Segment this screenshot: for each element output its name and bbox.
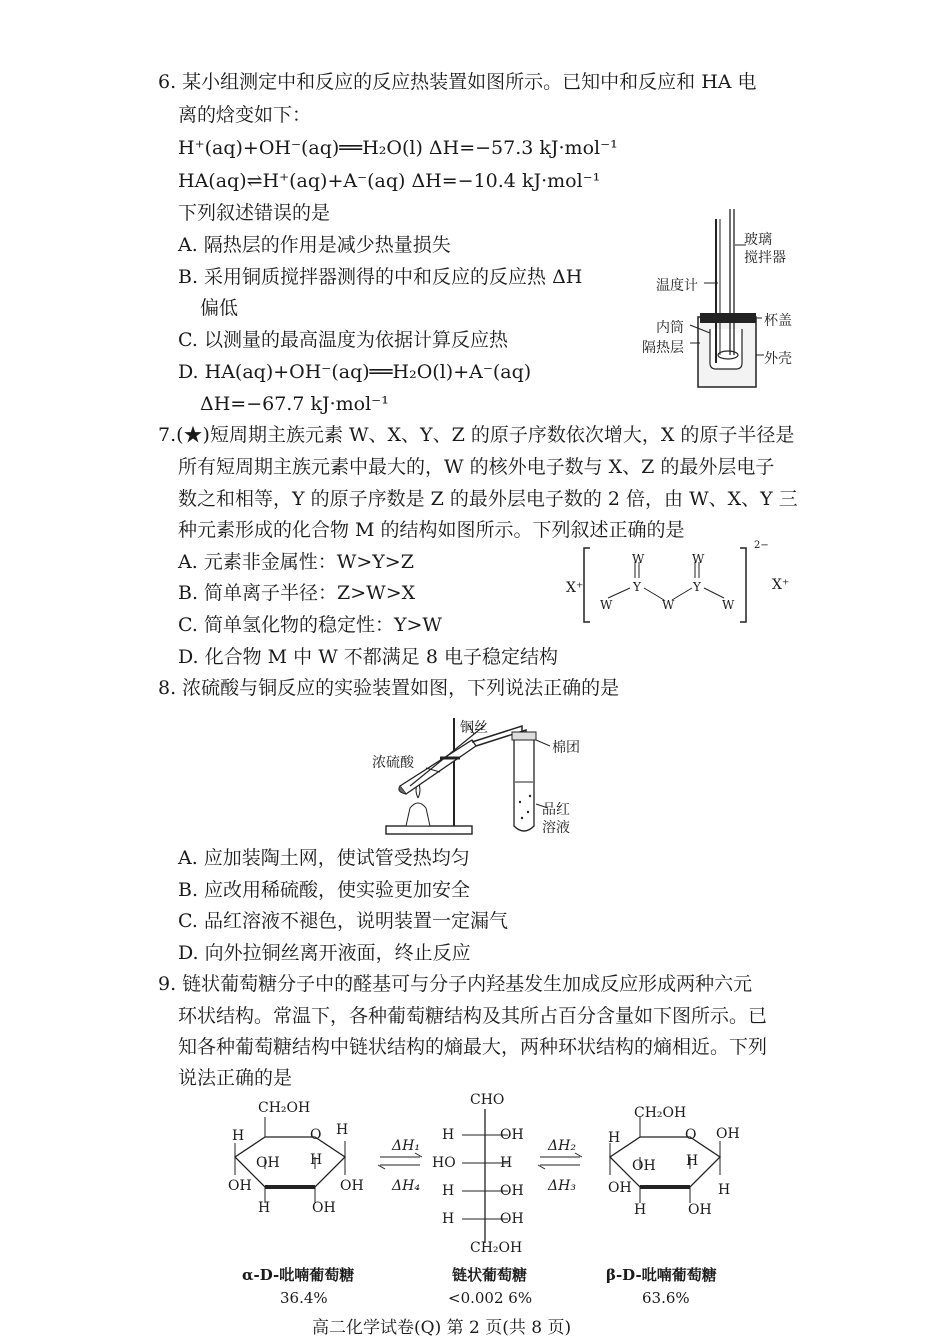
atom-w-top-2: W <box>692 552 705 566</box>
page-footer: 高二化学试卷(Q) 第 2 页(共 8 页) <box>312 1318 572 1338</box>
q7-stem-line2: 所有短周期主族元素中最大的，W 的核外电子数与 X、Z 的最外层电子 <box>178 456 775 478</box>
alpha-oh3: OH <box>340 1178 364 1194</box>
atom-w-top-1: W <box>632 552 645 566</box>
q9-stem-line4: 说法正确的是 <box>178 1067 293 1089</box>
q9-stem-line3: 知各种葡萄糖结构中链状结构的熵最大，两种环状结构的熵相近。下列 <box>178 1036 768 1058</box>
q8-option-a: A. 应加装陶土网，使试管受热均匀 <box>178 847 470 869</box>
delta-h2: ΔH₂ <box>548 1138 576 1154</box>
alpha-oh1: OH <box>256 1155 280 1171</box>
alpha-glucose-percent: 36.4% <box>280 1289 328 1307</box>
beta-h1: H <box>608 1130 621 1146</box>
conc-acid-label: 浓硫酸 <box>372 755 414 771</box>
inner-cup-label: 内筒 <box>656 320 684 336</box>
q6-equation-1: H⁺(aq)+OH⁻(aq)══H₂O(l) ΔH=−57.3 kJ·mol⁻¹ <box>178 137 618 159</box>
q8-option-d: D. 向外拉铜丝离开液面，终止反应 <box>178 942 471 964</box>
q6-question: 下列叙述错误的是 <box>178 202 331 224</box>
beta-oh1: OH <box>716 1126 740 1142</box>
stirrer-label-1: 玻璃 <box>744 232 772 248</box>
thermometer-label: 温度计 <box>656 278 698 294</box>
chain-h-c2: H <box>442 1127 455 1143</box>
q7-stem-line3: 数之和相等，Y 的原子序数是 Z 的最外层电子数的 2 倍，由 W、X、Y 三 <box>178 488 798 510</box>
q6-option-b: B. 采用铜质搅拌器测得的中和反应的反应热 ΔH <box>178 266 583 288</box>
chain-glucose-percent: <0.002 6% <box>448 1289 533 1307</box>
fuchsin-label-1: 品红 <box>542 802 570 818</box>
beta-glucose-percent: 63.6% <box>642 1289 690 1307</box>
q9-stem-line1: 9. 链状葡萄糖分子中的醛基可与分子内羟基发生加成反应形成两种六元 <box>158 973 753 995</box>
lid-label: 杯盖 <box>764 313 792 329</box>
atom-y-1: Y <box>633 580 641 594</box>
alpha-glucose-name: α-D-吡喃葡萄糖 <box>242 1266 355 1284</box>
chain-oh-c2: OH <box>500 1127 524 1143</box>
beta-ch2oh: CH₂OH <box>634 1105 687 1121</box>
q6-option-a: A. 隔热层的作用是减少热量损失 <box>178 234 451 256</box>
alpha-h4: H <box>258 1200 271 1216</box>
cation-right: X⁺ <box>772 577 790 593</box>
q6-stem-line2: 离的焓变如下： <box>178 104 312 126</box>
q7-stem-line1: 7.(★)短周期主族元素 W、X、Y、Z 的原子序数依次增大，X 的原子半径是 <box>158 424 795 446</box>
q6-equation-2: HA(aq)⇌H⁺(aq)+A⁻(aq) ΔH=−10.4 kJ·mol⁻¹ <box>178 170 601 192</box>
alpha-ring-o: O <box>310 1127 322 1143</box>
atom-w-left: W <box>600 598 613 612</box>
q7-option-d: D. 化合物 M 中 W 不都满足 8 电子稳定结构 <box>178 646 558 668</box>
q8-option-c: C. 品红溶液不褪色，说明装置一定漏气 <box>178 910 508 932</box>
q9-stem-line2: 环状结构。常温下，各种葡萄糖结构及其所占百分含量如下图所示。已 <box>178 1005 768 1027</box>
q8-option-b: B. 应改用稀硫酸，使实验更加安全 <box>178 879 471 901</box>
q7-stem-line4: 种元素形成的化合物 M 的结构如图所示。下列叙述正确的是 <box>178 519 685 541</box>
q6-option-c: C. 以测量的最高温度为依据计算反应热 <box>178 329 508 351</box>
q7-option-a: A. 元素非金属性：W>Y>Z <box>178 551 414 573</box>
stirrer-label-2: 搅拌器 <box>744 250 786 266</box>
copper-wire-label: 铜丝 <box>460 720 488 736</box>
beta-h4: H <box>634 1202 647 1218</box>
chain-ho-c3: HO <box>432 1155 456 1171</box>
alpha-h2: H <box>336 1122 349 1138</box>
alpha-oh4: OH <box>312 1200 336 1216</box>
compound-m-structure <box>560 540 800 630</box>
delta-h1: ΔH₁ <box>392 1138 420 1154</box>
chain-oh-c4: OH <box>500 1183 524 1199</box>
chain-cho: CHO <box>470 1092 505 1108</box>
delta-h3: ΔH₃ <box>548 1178 576 1194</box>
q6-option-d-cont: ΔH=−67.7 kJ·mol⁻¹ <box>200 393 389 415</box>
chain-ch2oh: CH₂OH <box>470 1240 523 1256</box>
chain-oh-c5: OH <box>500 1211 524 1227</box>
beta-h3: H <box>718 1182 731 1198</box>
shell-label: 外壳 <box>764 351 792 367</box>
fuchsin-label-2: 溶液 <box>542 820 570 836</box>
beta-oh3: OH <box>608 1180 632 1196</box>
alpha-h1: H <box>232 1128 245 1144</box>
chain-h-c4: H <box>442 1183 455 1199</box>
alpha-ch2oh: CH₂OH <box>258 1100 311 1116</box>
cotton-label: 棉团 <box>552 740 580 756</box>
beta-oh2: OH <box>632 1158 656 1174</box>
alpha-oh2: OH <box>228 1178 252 1194</box>
atom-w-right: W <box>722 598 735 612</box>
alpha-h3: H <box>310 1152 323 1168</box>
atom-w-bridge: W <box>662 598 675 612</box>
delta-h4: ΔH₄ <box>392 1178 420 1194</box>
anion-charge: 2− <box>754 540 769 551</box>
beta-h2: H <box>686 1153 699 1169</box>
q6-stem-line1: 6. 某小组测定中和反应的反应热装置如图所示。已知中和反应和 HA 电 <box>158 71 757 93</box>
beta-glucose-name: β-D-吡喃葡萄糖 <box>606 1266 717 1284</box>
q7-option-c: C. 简单氢化物的稳定性：Y>W <box>178 614 442 636</box>
chain-h-c3: H <box>500 1155 513 1171</box>
q6-option-d: D. HA(aq)+OH⁻(aq)══H₂O(l)+A⁻(aq) <box>178 361 532 383</box>
chain-glucose-name: 链状葡萄糖 <box>452 1266 528 1284</box>
q7-option-b: B. 简单离子半径：Z>W>X <box>178 582 416 604</box>
beta-oh4: OH <box>688 1202 712 1218</box>
q6-option-b-cont: 偏低 <box>200 297 239 319</box>
insulation-label: 隔热层 <box>642 340 684 356</box>
atom-y-2: Y <box>693 580 701 594</box>
q8-stem: 8. 浓硫酸与铜反应的实验装置如图，下列说法正确的是 <box>158 677 620 699</box>
chain-h-c5: H <box>442 1211 455 1227</box>
beta-ring-o: O <box>685 1127 697 1143</box>
cation-left: X⁺ <box>566 580 584 596</box>
